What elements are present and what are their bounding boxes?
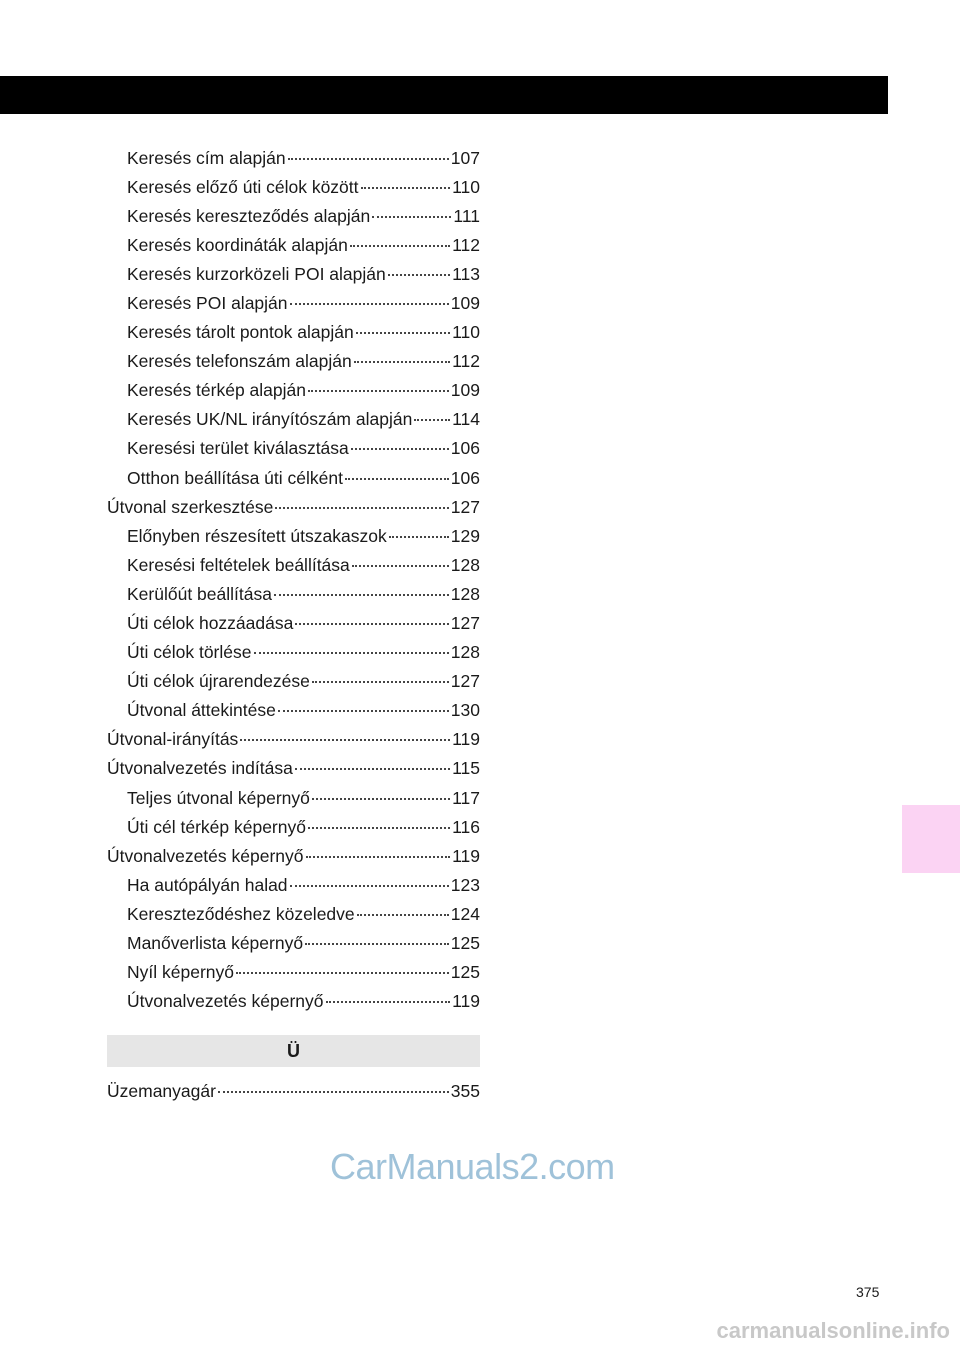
- entry-page: 125: [450, 962, 480, 983]
- entry-page: 119: [452, 729, 480, 750]
- footer-watermark: carmanualsonline.info: [716, 1318, 950, 1343]
- entry-page: 113: [452, 263, 480, 284]
- entry-label: Úti célok törlése: [127, 642, 252, 663]
- leader-dots: [278, 693, 449, 713]
- index-list: [107, 144, 480, 1017]
- entry-label: Úti célok hozzáadása: [127, 613, 294, 633]
- section-letter: Ü: [287, 1040, 300, 1061]
- entry-label: Teljes útvonal képernyő: [127, 787, 310, 808]
- entry-page: 107: [450, 147, 480, 168]
- entry-label: Előnyben részesített útszakaszok: [127, 525, 387, 546]
- entry-label: Keresés telefonszám alapján: [127, 351, 352, 372]
- entry-label: Manőverlista képernyő: [127, 933, 304, 954]
- leader-dots: [295, 751, 450, 771]
- leader-dots: [350, 227, 450, 247]
- watermark-logo: CarManuals2.com: [330, 1146, 615, 1187]
- entry-page: 127: [450, 496, 480, 517]
- leader-dots: [308, 809, 450, 829]
- section-letter-header: [107, 1035, 480, 1067]
- entry-label: Útvonalvezetés képernyő: [107, 845, 304, 866]
- entry-label: Kereszteződéshez közeledve: [127, 903, 355, 924]
- leader-dots: [290, 285, 449, 305]
- leader-dots: [354, 344, 450, 364]
- entry-page: 127: [450, 671, 480, 692]
- entry-page: 127: [450, 613, 480, 633]
- entry-page: 114: [452, 409, 480, 430]
- entry-label: Keresés cím alapján: [127, 147, 286, 168]
- entry-label: Üzemanyagár: [107, 1080, 216, 1101]
- entry-page: 130: [450, 700, 480, 721]
- leader-dots: [240, 722, 450, 742]
- entry-label: Útvonal szerkesztése: [107, 496, 274, 517]
- leader-dots: [389, 518, 449, 538]
- entry-page: 119: [452, 991, 480, 1012]
- leader-dots: [288, 140, 449, 160]
- leader-dots: [351, 431, 449, 451]
- entry-label: Keresési feltételek beállítása: [127, 554, 350, 575]
- entry-page: 116: [452, 816, 480, 837]
- leader-dots: [345, 460, 449, 480]
- leader-dots: [274, 576, 449, 596]
- entry-label: Keresés tárolt pontok alapján: [127, 322, 354, 343]
- entry-page: 115: [452, 758, 480, 779]
- leader-dots: [312, 780, 450, 800]
- entry-label: Keresés kurzorközeli POI alapján: [127, 263, 386, 284]
- entry-page: 109: [450, 292, 480, 313]
- entry-page: 117: [452, 787, 480, 808]
- entry-page: 128: [450, 642, 480, 663]
- entry-label: Úti célok újrarendezése: [127, 671, 310, 692]
- leader-dots: [388, 256, 450, 276]
- entry-page: 119: [452, 845, 480, 866]
- leader-dots: [356, 315, 450, 335]
- entry-page: 112: [452, 234, 480, 255]
- leader-dots: [290, 867, 449, 887]
- leader-dots: [305, 926, 449, 946]
- entry-page: 111: [453, 205, 480, 226]
- entry-label: Útvonal-irányítás: [107, 729, 239, 750]
- entry-label: Keresés UK/NL irányítószám alapján: [127, 409, 413, 430]
- page-number: 375: [856, 1284, 880, 1300]
- entry-page: 106: [450, 438, 480, 459]
- entry-page: 125: [450, 933, 480, 954]
- entry-label: Keresés térkép alapján: [127, 380, 306, 401]
- entry-page: 110: [452, 176, 480, 197]
- entry-page: 124: [450, 903, 480, 924]
- entry-label: Útvonalvezetés indítása: [107, 758, 293, 779]
- leader-dots: [306, 838, 451, 858]
- entry-page: 109: [450, 380, 480, 401]
- entry-label: Útvonalvezetés képernyő: [127, 991, 324, 1012]
- entry-page: 128: [450, 554, 480, 575]
- leader-dots: [312, 664, 449, 684]
- section-tab: [902, 805, 960, 873]
- leader-dots: [372, 198, 451, 218]
- entry-page: 112: [452, 351, 480, 372]
- entry-label: Útvonal áttekintése: [127, 700, 276, 721]
- leader-dots: [295, 606, 448, 626]
- leader-dots: [326, 984, 451, 1004]
- index-entry-fuel: [107, 1077, 480, 1106]
- index-entry: [107, 988, 480, 1017]
- leader-dots: [361, 169, 451, 189]
- leader-dots: [236, 955, 449, 975]
- entry-label: Kerülőút beállítása: [127, 583, 272, 604]
- entry-label: Keresés előző úti célok között: [127, 176, 359, 197]
- entry-label: Úti cél térkép képernyő: [127, 816, 306, 837]
- header-bar: [0, 76, 888, 114]
- entry-page: 110: [452, 322, 480, 343]
- entry-label: Nyíl képernyő: [127, 962, 234, 983]
- entry-label: Otthon beállítása úti célként: [127, 467, 343, 488]
- leader-dots: [218, 1073, 449, 1093]
- entry-label: Ha autópályán halad: [127, 874, 288, 895]
- leader-dots: [414, 402, 450, 422]
- entry-page: 128: [450, 583, 480, 604]
- leader-dots: [254, 635, 449, 655]
- leader-dots: [275, 489, 448, 509]
- leader-dots: [357, 896, 449, 916]
- leader-dots: [308, 373, 449, 393]
- entry-page: 355: [450, 1080, 480, 1101]
- entry-label: Keresés POI alapján: [127, 292, 288, 313]
- entry-label: Keresés koordináták alapján: [127, 234, 348, 255]
- entry-label: Keresés kereszteződés alapján: [127, 205, 371, 226]
- entry-label: Keresési terület kiválasztása: [127, 438, 349, 459]
- entry-page: 123: [450, 874, 480, 895]
- entry-page: 129: [450, 525, 480, 546]
- entry-page: 106: [450, 467, 480, 488]
- leader-dots: [352, 547, 449, 567]
